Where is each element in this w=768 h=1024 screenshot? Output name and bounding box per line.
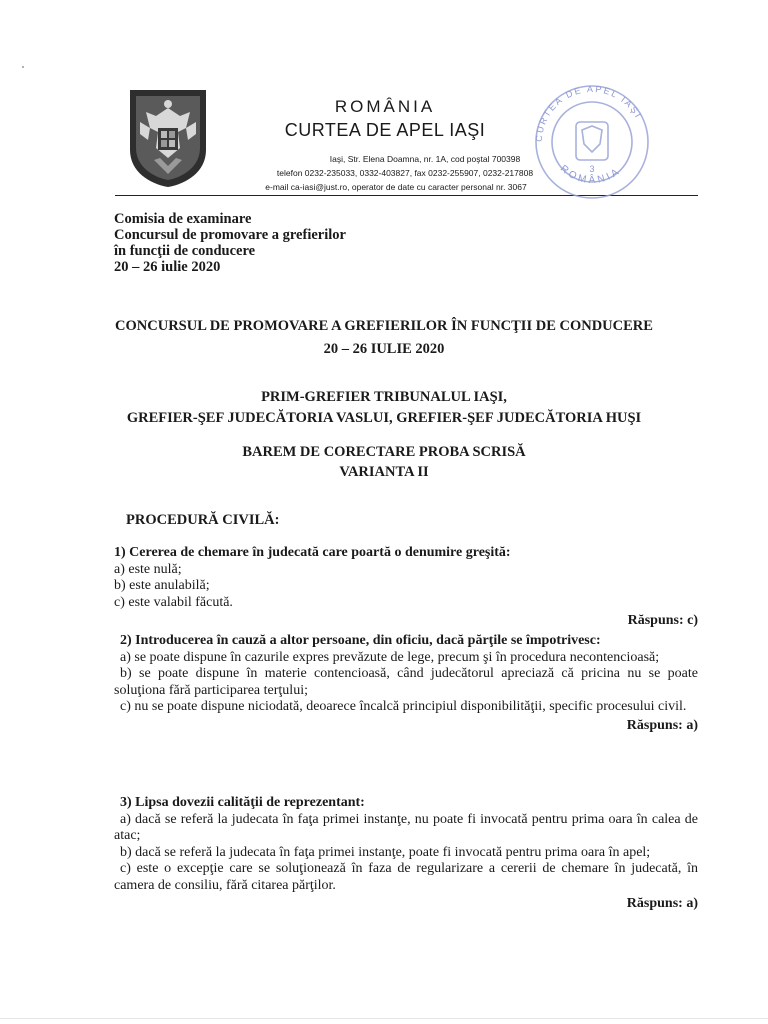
question-title: 3) Lipsa dovezii calităţii de reprezentant: bbox=[120, 795, 365, 810]
answer-option: c) este o excepţie care se soluţionează în faza de regularizare a cererii de chemare în judecată, în camera de consiliu, fără citarea părţilor. bbox=[114, 861, 698, 893]
commission-line: Comisia de examinare bbox=[114, 211, 252, 227]
commission-line: Concursul de promovare a grefierilor bbox=[114, 227, 346, 243]
answer-option: a) dacă se referă la judecata în faţa primei instanţe, nu poate fi invocată pentru prima oara în calea de atac; bbox=[114, 811, 698, 843]
commission-block bbox=[114, 211, 346, 275]
answer-option: b) se poate dispune în materie contencioasă, când judecătorul apreciază că pricina nu se poate soluţiona fără participarea terţului; bbox=[114, 666, 698, 698]
scoring-title: BAREM DE CORECTARE PROBA SCRISĂ bbox=[242, 444, 526, 460]
answer-option: c) este valabil făcută. bbox=[114, 594, 233, 610]
page-bottom-edge bbox=[0, 1018, 768, 1019]
header-address: Iaşi, Str. Elena Doamna, nr. 1A, cod poştal 700398 bbox=[329, 154, 521, 164]
variant-title: VARIANTA II bbox=[339, 464, 429, 480]
section-heading: PROCEDURĂ CIVILĂ: bbox=[126, 512, 280, 528]
answer-option: b) dacă se referă la judecata în faţa primei instanţe, poate fi invocată pentru prima oara în apel; bbox=[120, 844, 651, 860]
contest-title: CONCURSUL DE PROMOVARE A GREFIERILOR ÎN FUNCŢII DE CONDUCERE bbox=[115, 318, 653, 334]
question-title: 1) Cererea de chemare în judecată care poartă o denumire greşită: bbox=[114, 545, 511, 560]
commission-date: 20 – 26 iulie 2020 bbox=[114, 259, 221, 275]
header-country: ROMÂNIA bbox=[334, 97, 436, 116]
answer-option: b) este anulabilă; bbox=[114, 578, 210, 593]
correct-answer: Răspuns: a) bbox=[626, 896, 698, 911]
stamp-number: 3 bbox=[589, 164, 595, 174]
correct-answer: Răspuns: c) bbox=[627, 613, 698, 628]
stamp-bottom-text: ROMÂNIA bbox=[557, 163, 624, 187]
header-phones: telefon 0232-235033, 0332-403827, fax 0232-255907, 0232-217808 bbox=[276, 168, 534, 178]
position-title: PRIM-GREFIER TRIBUNALUL IAŞI, bbox=[261, 389, 507, 405]
question-block bbox=[114, 795, 698, 913]
correct-answer: Răspuns: a) bbox=[626, 717, 698, 733]
answer-option: c) nu se poate dispune niciodată, deoarece încalcă principiul disponibilităţii, specific procesului civil. bbox=[120, 699, 687, 714]
answer-option: a) este nulă; bbox=[114, 561, 182, 577]
question-title: 2) Introducerea în cauză a altor persoane, din oficiu, dacă părţile se împotrivesc: bbox=[120, 633, 601, 648]
header-court-name: CURTEA DE APEL IAŞI bbox=[284, 120, 486, 140]
court-stamp bbox=[520, 80, 660, 200]
question-block bbox=[114, 633, 698, 734]
position-title: GREFIER-ŞEF JUDECĂTORIA VASLUI, GREFIER-ŞEF JUDECĂTORIA HUŞI bbox=[126, 410, 642, 426]
answer-option: a) se poate dispune în cazurile expres prevăzute de lege, precum şi în procedura necontencioasă; bbox=[120, 649, 660, 665]
stamp-top-text: CURTEA DE APEL IAŞI bbox=[533, 83, 644, 143]
header-email: e-mail ca-iasi@just.ro, operator de date cu caracter personal nr. 3067 bbox=[265, 182, 527, 192]
scan-speck bbox=[22, 66, 24, 68]
coat-of-arms-emblem bbox=[128, 88, 208, 188]
contest-dates: 20 – 26 IULIE 2020 bbox=[323, 341, 445, 357]
svg-text:CURTEA DE APEL IAŞI bbox=[534, 84, 644, 142]
commission-line: în funcţii de conducere bbox=[114, 243, 256, 259]
question-block bbox=[114, 545, 698, 630]
